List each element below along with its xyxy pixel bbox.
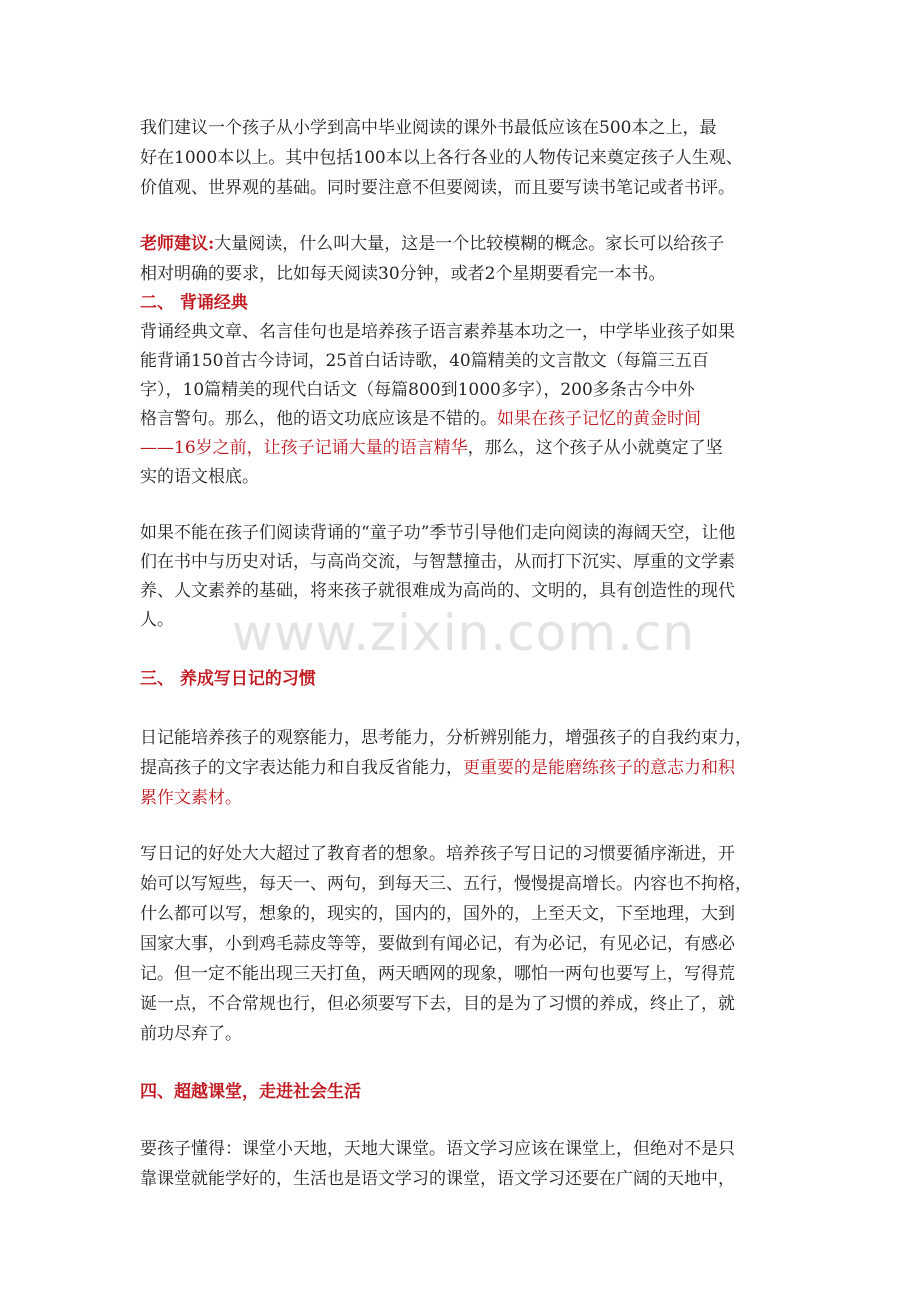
text-line: 相对明确的要求，比如每天阅读30分钟，或者2个星期要看完一本书。 [140,264,666,284]
text-line: 字），10篇精美的现代白话文（每篇800到1000多字），200多条古今中外 [140,380,695,400]
text-line: 靠课堂就能学好的，生活也是语文学习的课堂，语文学习还要在广阔的天地中， [140,1169,735,1189]
watermark: www.zixin.com.cn [232,604,696,662]
advice-line [140,233,724,255]
text-line: 养、人文素养的基础，将来孩子就很难成为高尚的、文明的，具有创造性的现代 [140,581,735,601]
text-line: 写日记的好处大大超过了教育者的想象。培养孩子写日记的习惯要循序渐进，开 [140,844,735,864]
section-heading-2: 二、 背诵经典 [140,293,248,313]
text-line: 们在书中与历史对话，与高尚交流，与智慧撞击，从而打下沉实、厚重的文学素 [140,552,735,572]
text-line [140,437,723,459]
text-span: 提高孩子的文字表达能力和自我反省能力， [140,758,463,778]
text-line: 什么都可以写，想象的，现实的，国内的，国外的，上至天文，下至地理，大到 [140,904,735,924]
text-line: 要孩子懂得：课堂小天地，天地大课堂。语文学习应该在课堂上，但绝对不是只 [140,1139,735,1159]
text-line: 如果不能在孩子们阅读背诵的“童子功”季节引导他们走向阅读的海阔天空，让他 [140,523,736,543]
highlight-text: 如果在孩子记忆的黄金时间 [497,409,701,429]
text-line: 诞一点，不合常规也行，但必须要写下去，目的是为了习惯的养成，终止了，就 [140,994,735,1014]
text-line: 国家大事，小到鸡毛蒜皮等等，要做到有闻必记，有为必记，有见必记，有感必 [140,934,735,954]
text-line [140,408,701,430]
text-line: 实的语文根底。 [140,467,259,487]
advice-label: 老师建议: [140,234,215,254]
section-heading-4: 四、超越课堂，走进社会生活 [140,1082,361,1102]
text-line: 日记能培养孩子的观察能力，思考能力，分析辨别能力，增强孩子的自我约束力， [140,728,752,748]
highlight-text: 累作文素材。 [140,788,242,808]
advice-text: 大量阅读，什么叫大量，这是一个比较模糊的概念。家长可以给孩子 [214,234,725,254]
text-line: 能背诵150首古今诗词，25首白话诗歌，40篇精美的文言散文（每篇三五百 [140,351,709,371]
text-line: 始可以写短些，每天一、两句，到每天三、五行，慢慢提高增长。内容也不拘格， [140,874,752,894]
highlight-text: ——16岁之前，让孩子记诵大量的语言精华 [140,438,468,458]
text-line: 好在1000本以上。其中包括100本以上各行各业的人物传记来奠定孩子人生观、 [140,148,743,168]
text-line: 前功尽弃了。 [140,1024,242,1044]
text-span: ，那么，这个孩子从小就奠定了坚 [467,438,723,458]
text-span: 格言警句。那么，他的语文功底应该是不错的。 [140,409,497,429]
highlight-text: 更重要的是能磨练孩子的意志力和积 [463,758,735,778]
text-line: 人。 [140,610,174,630]
text-line: 记。但一定不能出现三天打鱼，两天晒网的现象，哪怕一两句也要写上，写得荒 [140,964,735,984]
text-line: 背诵经典文章、名言佳句也是培养孩子语言素养基本功之一，中学毕业孩子如果 [140,322,735,342]
text-line: 价值观、世界观的基础。同时要注意不但要阅读，而且要写读书笔记或者书评。 [140,178,735,198]
section-heading-3: 三、 养成写日记的习惯 [140,669,316,689]
text-line: 我们建议一个孩子从小学到高中毕业阅读的课外书最低应该在500本之上，最 [140,118,717,138]
text-line [140,757,735,779]
